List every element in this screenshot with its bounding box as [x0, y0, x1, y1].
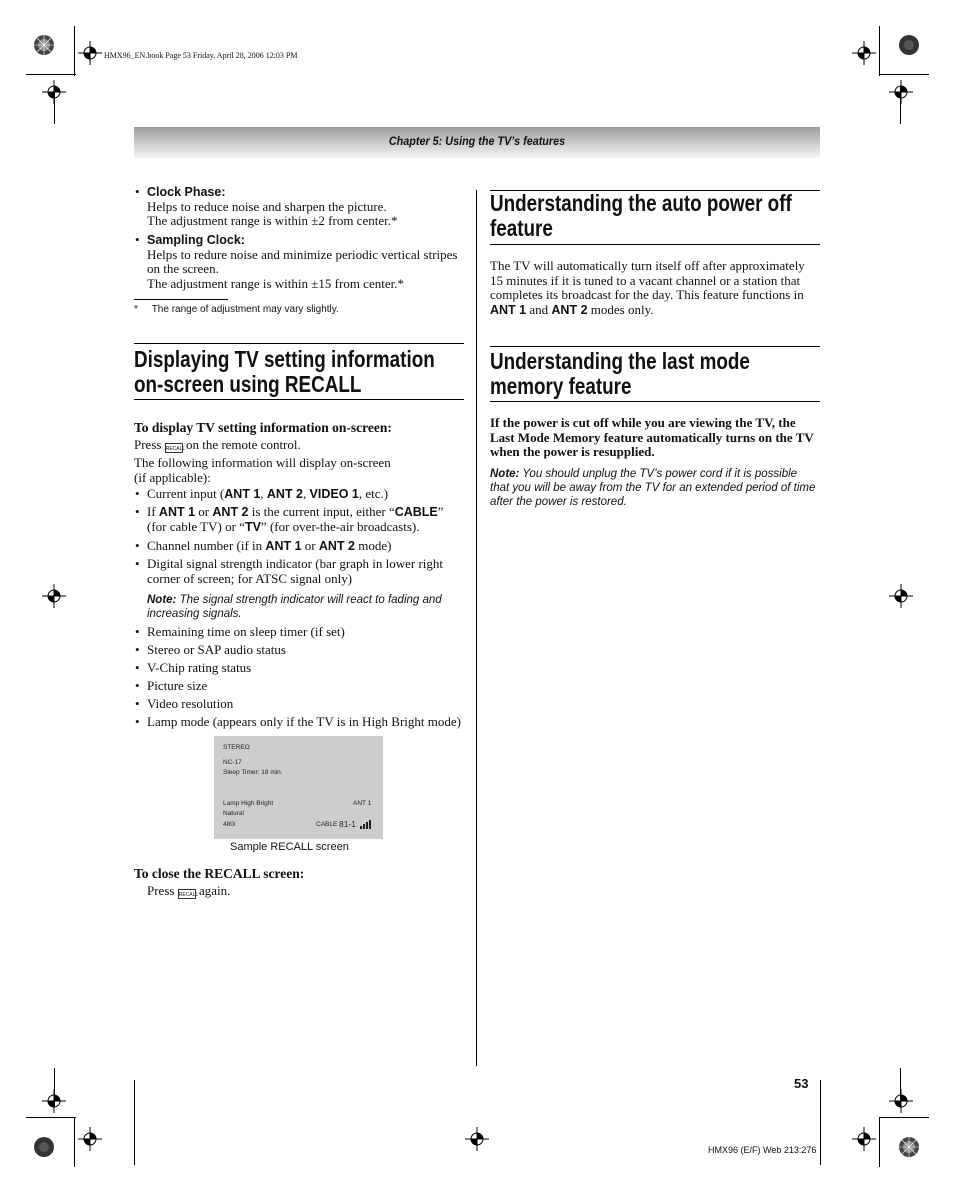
book-header: HMX96_EN.book Page 53 Friday, April 28, 2006 12:03 PM — [104, 51, 298, 60]
sampling-clock-item: • Sampling Clock: Helps to redure noise and minimize periodic vertical stripes on the screen. The adjustment range is within ±15 from center.* — [147, 233, 472, 291]
registration-mark-icon — [78, 1127, 102, 1151]
recall-rating: NC-17 — [223, 759, 242, 766]
list-item: • Lamp mode (appears only if the TV is in High Bright mode) — [135, 714, 461, 729]
registration-mark-icon — [889, 80, 913, 104]
footer-code: HMX96 (E/F) Web 213:276 — [708, 1145, 817, 1155]
note-label: Note: — [490, 468, 520, 480]
registration-mark-icon — [465, 1127, 489, 1151]
display-subhead: To display TV setting information on-screen: — [134, 420, 392, 435]
recall-screen-sample — [214, 736, 383, 839]
recall-channel: 81-1 — [339, 819, 357, 829]
recall-button-icon: RECALL — [165, 443, 183, 453]
registration-mark-icon — [42, 584, 66, 608]
recall-heading: Displaying TV setting information on-screen using RECALL — [134, 346, 435, 397]
registration-mark-icon — [42, 80, 66, 104]
sampling-clock-desc: Helps to redure noise and minimize periodic vertical stripes — [147, 246, 458, 262]
sampling-clock-desc-2: on the screen. — [147, 261, 219, 276]
footnote-text: The range of adjustment may vary slightly. — [151, 304, 339, 315]
list-item: • V-Chip rating status — [135, 660, 252, 675]
close-subhead: To close the RECALL screen: — [134, 866, 305, 881]
section-rule — [490, 346, 820, 347]
registration-mark-icon — [78, 41, 102, 65]
footnote — [134, 304, 339, 315]
last-mode-heading: Understanding the last mode memory feature — [490, 348, 750, 399]
last-mode-body: If the power is cut off while you are viewing the TV, the Last Mode Memory feature automatically turns on the TV when the power is resupplied. — [490, 415, 814, 459]
recall-lamp-mode: Lamp High Bright — [223, 800, 274, 807]
registration-mark-icon — [852, 1127, 876, 1151]
chapter-banner — [134, 127, 820, 158]
recall-sleep-timer: Sleep Timer: 18 min. — [223, 769, 283, 776]
starburst-mark-icon — [33, 34, 55, 56]
auto-power-heading: Understanding the auto power off feature — [490, 190, 792, 241]
list-item: • Current input (ANT 1, ANT 2, VIDEO 1, etc.) — [135, 486, 389, 501]
starburst-mark-icon — [33, 1136, 55, 1158]
section-rule — [490, 401, 820, 402]
registration-mark-icon — [889, 1089, 913, 1113]
list-item: • If ANT 1 or ANT 2 is the current input, either “CABLE” (for cable TV) or “TV” (for over-the-air broadcasts). — [135, 504, 444, 534]
starburst-mark-icon — [898, 1136, 920, 1158]
column-divider — [476, 190, 477, 1066]
section-rule — [134, 343, 464, 344]
recall-cable: CABLE — [316, 821, 338, 828]
clock-phase-label: Clock Phase: — [147, 185, 226, 199]
chapter-title: Chapter 5: Using the TV’s features — [388, 134, 566, 148]
sampling-clock-label: Sampling Clock: — [147, 233, 245, 247]
list-item: • Remaining time on sleep timer (if set) — [135, 624, 345, 639]
clock-phase-item: • Clock Phase: Helps to reduce noise and sharpen the picture. The adjustment range is within ±2 from center.* — [147, 185, 467, 229]
starburst-mark-icon — [898, 34, 920, 56]
close-press-line: Press RECALL again. — [147, 883, 231, 898]
registration-mark-icon — [889, 584, 913, 608]
signal-note: Note: The signal strength indicator will react to fading and increasing signals. — [147, 594, 442, 620]
recall-stereo: STEREO — [223, 744, 250, 751]
list-item: • Channel number (if in ANT 1 or ANT 2 mode) — [135, 538, 392, 553]
list-item: • Digital signal strength indicator (bar graph in lower right corner of screen; for ATSC signal only) — [135, 556, 444, 586]
note-label: Note: — [147, 594, 177, 606]
list-item: • Picture size — [135, 678, 208, 693]
page-number: 53 — [794, 1076, 809, 1091]
recall-resolution: 480i — [223, 821, 236, 828]
list-item: • Stereo or SAP audio status — [135, 642, 286, 657]
following-info: The following information will display on-screen (if applicable): — [134, 455, 391, 485]
clock-phase-desc: Helps to reduce noise and sharpen the picture. — [147, 198, 387, 214]
section-rule — [134, 399, 464, 400]
sampling-clock-range: The adjustment range is within ±15 from center.* — [147, 275, 404, 291]
list-item: • Video resolution — [135, 696, 234, 711]
recall-input: ANT 1 — [353, 800, 372, 807]
unplug-note: Note: You should unplug the TV’s power cord if it is possible that you will be away from the TV for an extended period of time after the power is restored. — [490, 468, 816, 508]
press-recall-line: Press RECALL on the remote control. — [134, 437, 301, 452]
section-rule — [490, 244, 820, 245]
registration-mark-icon — [852, 41, 876, 65]
auto-power-body: The TV will automatically turn itself off after approximately 15 minutes if it is tuned to a vacant channel or a station that completes its broadcast for the day. This feature functions in ANT 1 and ANT 2 modes only. — [490, 258, 805, 317]
signal-bars-icon — [360, 820, 372, 829]
footnote-rule — [134, 299, 228, 300]
footnote-mark: * — [134, 304, 138, 315]
recall-picture-size: Natural — [223, 810, 244, 817]
recall-caption: Sample RECALL screen — [230, 841, 349, 853]
recall-button-icon: RECALL — [178, 889, 196, 899]
registration-mark-icon — [42, 1089, 66, 1113]
clock-phase-range: The adjustment range is within ±2 from center.* — [147, 213, 398, 228]
